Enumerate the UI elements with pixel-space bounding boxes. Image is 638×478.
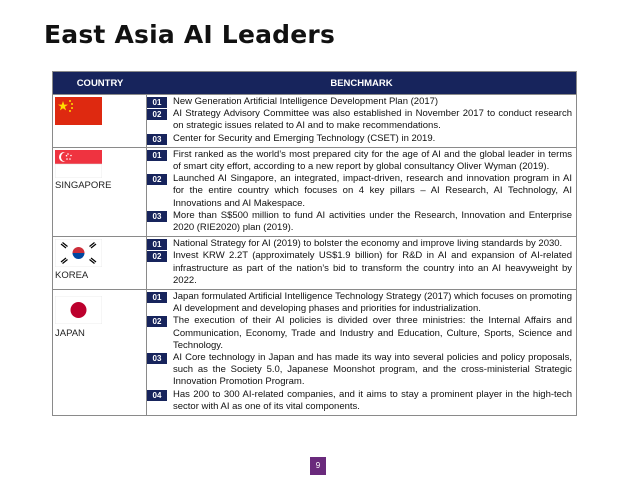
item-text: AI Strategy Advisory Committee was also established in November 2017 to conduct research on strategic issues related to AI and to make recommendations. [173, 108, 572, 132]
item-number: 02 [147, 109, 167, 120]
country-cell [53, 95, 147, 147]
page-title: East Asia AI Leaders [44, 20, 336, 49]
benchmark-cell [147, 237, 576, 289]
item-text: First ranked as the world’s most prepared city for the age of AI and the global leader in terms of smart city effort, according to a new report by global consultancy Oliver Wyman (2019). [173, 148, 572, 173]
benchmark-cell [147, 148, 576, 236]
list-item [147, 210, 572, 234]
item-text: Launched AI Singapore, an integrated, impact-driven, research and innovation program in AI for the entire country which focuses on 4 key pillars – AI Research, AI Technology, AI Innovations and AI Makespace. [173, 173, 572, 209]
item-number: 01 [147, 97, 167, 108]
table-row-singapore [53, 147, 576, 236]
table-row-korea [53, 236, 576, 289]
item-text: More than S$500 million to fund AI activities under the Research, Innovation and Enterprise 2020 (RIE2020) plan (2019). [173, 209, 572, 234]
list-item [147, 108, 572, 132]
country-cell [53, 237, 147, 289]
table-row-china [53, 94, 576, 147]
list-item [147, 133, 572, 145]
list-item [147, 315, 572, 352]
list-item [147, 149, 572, 173]
item-number: 01 [147, 292, 167, 303]
header-country: COUNTRY [76, 77, 124, 89]
item-number: 04 [147, 390, 167, 401]
list-item [147, 238, 572, 250]
list-item [147, 173, 572, 210]
item-number: 02 [147, 174, 167, 185]
item-number: 01 [147, 150, 167, 161]
item-text: Center for Security and Emerging Technology (CSET) in 2019. [173, 132, 436, 144]
item-number: 02 [147, 316, 167, 327]
item-number: 03 [147, 211, 167, 222]
item-text: Japan formulated Artificial Intelligence Technology Strategy (2017) which focuses on promoting AI development and developing phases and priorities for industrialization. [173, 291, 572, 315]
list-item [147, 389, 572, 413]
item-text: The execution of their AI policies is divided over three ministries: the Internal Affairs and Communication, Economy, Trade and Industry and Education, Culture, Sports, Science and Technology. [173, 315, 572, 351]
page-number-badge: 9 [310, 457, 326, 475]
list-item [147, 352, 572, 389]
country-name: SINGAPORE [55, 179, 112, 191]
singapore-flag-icon [55, 150, 102, 178]
item-number: 02 [147, 251, 167, 262]
benchmark-cell [147, 95, 576, 147]
item-text: Invest KRW 2.2T (approximately US$1.9 billion) for R&D in AI and expansion of AI-related infrastructure as part of the nation’s bid to transform the country into an AI heavyweight by 2022. [173, 250, 572, 286]
item-text: New Generation Artificial Intelligence Development Plan (2017) [173, 96, 439, 107]
country-cell [53, 148, 147, 236]
table-header [53, 72, 576, 94]
country-name: JAPAN [55, 328, 85, 340]
item-number: 01 [147, 239, 167, 250]
korea-flag-icon [55, 239, 102, 267]
list-item [147, 291, 572, 315]
list-item [147, 250, 572, 287]
item-number: 03 [147, 134, 167, 145]
country-cell [53, 290, 147, 415]
country-name: KOREA [55, 270, 89, 282]
benchmark-cell [147, 290, 576, 415]
japan-flag-icon [55, 296, 102, 324]
table-row-japan [53, 289, 576, 415]
china-flag-icon [55, 97, 102, 125]
item-number: 03 [147, 353, 167, 364]
header-benchmark: BENCHMARK [330, 77, 393, 89]
item-text: AI Core technology in Japan and has made its way into several policies and policy proposals, such as the Society 5.0, Japanese Moonshot program, and the cross-ministerial Strategic Innovation Promotion Program. [173, 352, 572, 388]
item-text: Has 200 to 300 AI-related companies, and it aims to stay a prominent player in the high-tech sector with AI as one of its vital components. [173, 388, 572, 412]
benchmark-table [52, 71, 577, 416]
list-item [147, 96, 572, 108]
item-text: National Strategy for AI (2019) to bolster the economy and improve living standards by 2030. [173, 238, 563, 250]
